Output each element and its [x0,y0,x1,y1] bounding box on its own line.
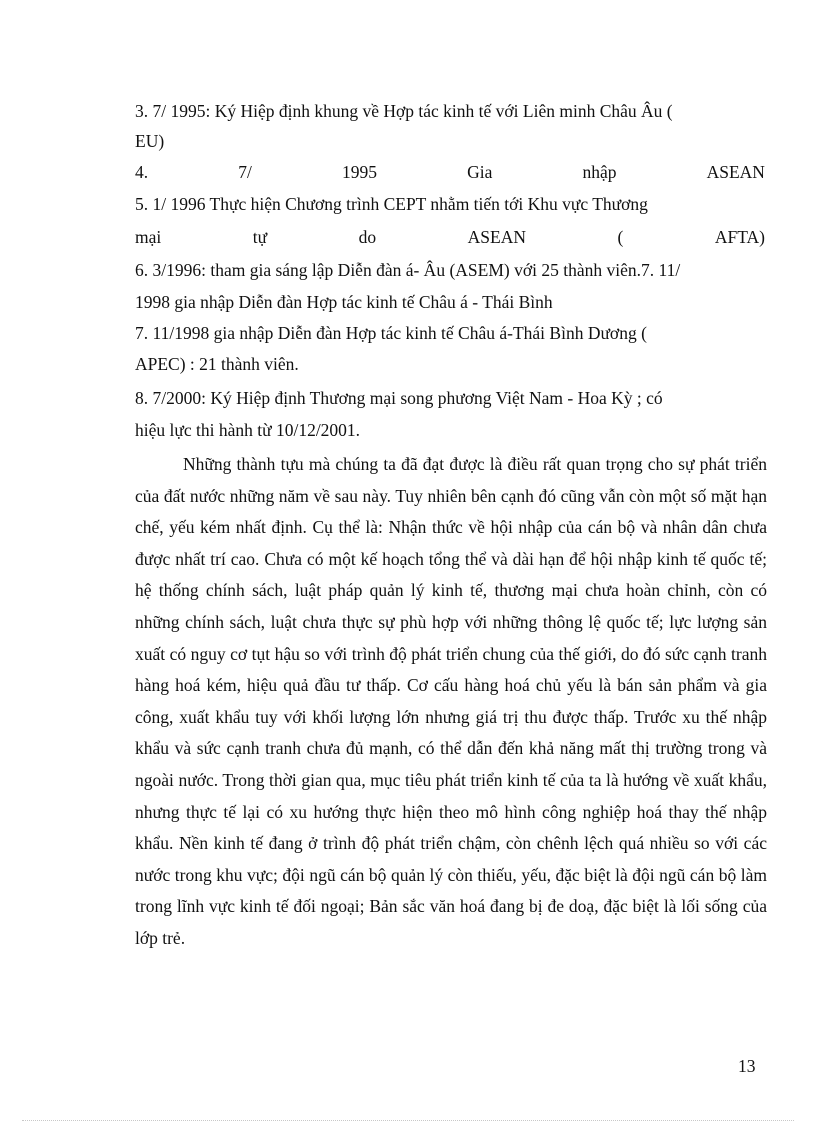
list-item-4-word: 7/ [238,162,252,182]
list-item-7-line-1: 7. 11/1998 gia nhập Diễn đàn Hợp tác kinh tế Châu á-Thái Bình Dương ( [135,323,647,343]
list-item-3-line-2: EU) [135,131,165,151]
list-item-4-word: 1995 [341,162,377,182]
list-item-4-word: Gia [467,162,493,182]
page-number: 13 [738,1056,756,1076]
list-item-5-word: do [358,227,377,247]
list-item-4-word: 4. [135,162,149,182]
footer-divider [22,1120,794,1121]
list-item-5-word: tự [252,227,268,247]
list-item-4-word: nhập [582,162,617,182]
list-item-6-line-1: 6. 3/1996: tham gia sáng lập Diễn đàn á- Âu (ASEM) với 25 thành viên.7. 11/ [135,260,681,280]
list-item-6-line-2: 1998 gia nhập Diễn đàn Hợp tác kinh tế Châu á - Thái Bình [135,292,553,312]
list-item-8-line-1: 8. 7/2000: Ký Hiệp định Thương mại song phương Việt Nam - Hoa Kỳ ; có [135,388,663,408]
list-item-5-word: AFTA) [714,227,765,247]
list-item-5-word: ( [617,227,624,247]
list-item-7-line-2: APEC) : 21 thành viên. [135,354,299,374]
list-item-4 [135,161,765,183]
list-item-8-line-2: hiệu lực thi hành từ 10/12/2001. [135,420,361,440]
list-item-5-word: mại [135,227,162,247]
list-item-5-word: ASEAN [467,227,526,247]
list-item-4-word: ASEAN [706,162,765,182]
list-item-3-line-1: 3. 7/ 1995: Ký Hiệp định khung về Hợp tác kinh tế với Liên minh Châu Âu ( [135,101,673,121]
list-item-5-line-1: 5. 1/ 1996 Thực hiện Chương trình CEPT nhằm tiến tới Khu vực Thương [135,194,648,214]
list-item-5-line-2 [135,226,765,248]
body-paragraph: Những thành tựu mà chúng ta đã đạt được là điều rất quan trọng cho sự phát triển của đất nước những năm về sau này. Tuy nhiên bên cạnh đó cũng vẫn còn một số mặt hạn chế, yếu kém nhất định. Cụ thể là: Nhận thức về hội nhập của cán bộ và nhân dân chưa được nhất trí cao. Chưa có một kế hoạch tổng thể và dài hạn để hội nhập kinh tế quốc tế; hệ thống chính sách, luật pháp quản lý kinh tế, thương mại chưa hoàn chỉnh, còn có những chính sách, luật chưa thực sự phù hợp với những thông lệ quốc tế; lực lượng sản xuất có nguy cơ tụt hậu so với trình độ phát triển chung của thế giới, do đó sức cạnh tranh hàng hoá kém, hiệu quả đầu tư thấp. Cơ cấu hàng hoá chủ yếu là bán sản phẩm và gia công, xuất khẩu tuy với khối lượng lớn nhưng giá trị thu được thấp. Trước xu thế nhập khẩu và sức cạnh tranh chưa đủ mạnh, có thể dẫn đến khả năng mất thị trường trong và ngoài nước. Trong thời gian qua, mục tiêu phát triển kinh tế của ta là hướng về xuất khẩu, nhưng thực tế lại có xu hướng thực hiện theo mô hình công nghiệp hoá thay thế nhập khẩu. Nền kinh tế đang ở trình độ phát triển chậm, còn chênh lệch quá nhiều so với các nước trong khu vực; đội ngũ cán bộ quản lý còn thiếu, yếu, đặc biệt là đội ngũ cán bộ làm trong lĩnh vực kinh tế đối ngoại; Bản sắc văn hoá đang bị đe doạ, đặc biệt là lối sống của lớp trẻ. [135,454,767,948]
